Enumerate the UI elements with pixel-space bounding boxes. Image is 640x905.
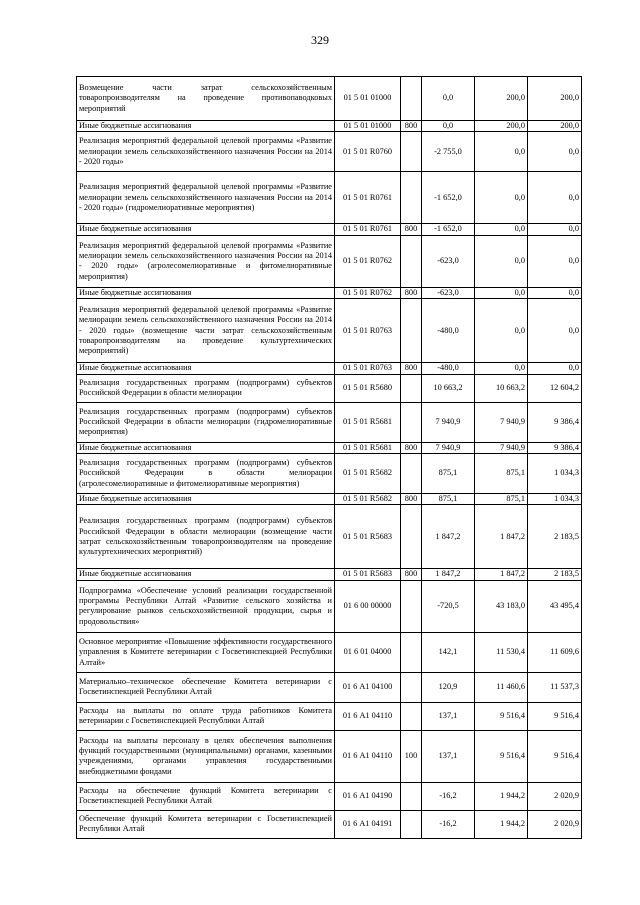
row-name: Иные бюджетные ассигнования <box>77 569 335 580</box>
row-vr <box>401 580 422 632</box>
row-code: 01 6 01 04000 <box>335 632 401 672</box>
row-value-2: 0,0 <box>475 363 528 374</box>
row-value-1: 120,9 <box>422 672 475 702</box>
row-vr <box>401 402 422 442</box>
row-name: Иные бюджетные ассигнования <box>77 363 335 374</box>
row-value-3: 0,0 <box>528 132 582 172</box>
row-value-1: -16,2 <box>422 782 475 810</box>
row-value-3: 1 034,3 <box>528 494 582 505</box>
row-value-3: 11 537,3 <box>528 672 582 702</box>
row-code: 01 5 01 R0762 <box>335 235 401 287</box>
row-code: 01 5 01 R5681 <box>335 442 401 453</box>
row-value-1: -1 652,0 <box>422 224 475 235</box>
table-row <box>77 505 582 569</box>
table-row <box>77 287 582 298</box>
row-name: Иные бюджетные ассигнования <box>77 494 335 505</box>
row-value-2: 0,0 <box>475 172 528 224</box>
row-value-2: 7 940,9 <box>475 442 528 453</box>
table-row <box>77 730 582 782</box>
row-code: 01 5 01 R0761 <box>335 224 401 235</box>
row-vr: 800 <box>401 363 422 374</box>
row-value-2: 200,0 <box>475 77 528 121</box>
row-value-3: 2 183,5 <box>528 569 582 580</box>
row-value-1: -480,0 <box>422 299 475 363</box>
row-vr <box>401 702 422 730</box>
row-vr <box>401 299 422 363</box>
row-code: 01 5 01 R5682 <box>335 494 401 505</box>
row-value-2: 9 516,4 <box>475 702 528 730</box>
row-name: Расходы на обеспечение функций Комитета ветеринарии с Госветинспекцией Республики Алтай <box>77 782 335 810</box>
row-name: Реализация мероприятий федеральной целевой программы «Развитие мелиорации земель сельскохозяйственного назначения России на 2014 - 2020 годы» (гидромелиоративные мероприятия) <box>77 172 335 224</box>
row-vr: 800 <box>401 569 422 580</box>
row-value-1: -480,0 <box>422 363 475 374</box>
row-code: 01 6 А1 04110 <box>335 730 401 782</box>
row-value-2: 200,0 <box>475 121 528 132</box>
row-code: 01 6 А1 04100 <box>335 672 401 702</box>
row-value-3: 0,0 <box>528 235 582 287</box>
row-value-2: 1 847,2 <box>475 569 528 580</box>
table-row <box>77 494 582 505</box>
row-value-3: 2 020,9 <box>528 810 582 838</box>
row-name: Реализация мероприятий федеральной целевой программы «Развитие мелиорации земель сельскохозяйственного назначения России на 2014 - 2020 годы» (возмещение части затрат сельскохозяйственным товаропроизводителям на проведение культуртехнических мероприятий) <box>77 299 335 363</box>
table-row <box>77 77 582 121</box>
row-vr <box>401 782 422 810</box>
row-name: Материально–техническое обеспечение Комитета ветеринарии с Госветинспекцией Республики Алтай <box>77 672 335 702</box>
row-name: Иные бюджетные ассигнования <box>77 287 335 298</box>
row-name: Реализация мероприятий федеральной целевой программы «Развитие мелиорации земель сельскохозяйственного назначения России на 2014 - 2020 годы» (агролесомелиоративные и фитомелиоративные мероприятия) <box>77 235 335 287</box>
row-value-2: 1 847,2 <box>475 505 528 569</box>
row-vr <box>401 505 422 569</box>
row-name: Обеспечение функций Комитета ветеринарии с Госветинспекцией Республики Алтай <box>77 810 335 838</box>
row-vr <box>401 132 422 172</box>
row-value-3: 0,0 <box>528 172 582 224</box>
table-row <box>77 132 582 172</box>
row-value-1: -623,0 <box>422 235 475 287</box>
row-value-1: 7 940,9 <box>422 402 475 442</box>
row-value-3: 9 386,4 <box>528 402 582 442</box>
table-row <box>77 172 582 224</box>
row-code: 01 5 01 R5683 <box>335 505 401 569</box>
row-value-2: 875,1 <box>475 454 528 494</box>
row-vr: 100 <box>401 730 422 782</box>
row-value-1: 875,1 <box>422 454 475 494</box>
row-value-2: 10 663,2 <box>475 374 528 402</box>
row-vr <box>401 235 422 287</box>
table-row <box>77 580 582 632</box>
row-code: 01 6 А1 04190 <box>335 782 401 810</box>
table-row <box>77 810 582 838</box>
row-vr <box>401 172 422 224</box>
row-value-3: 2 020,9 <box>528 782 582 810</box>
row-name: Иные бюджетные ассигнования <box>77 442 335 453</box>
row-value-1: 7 940,9 <box>422 442 475 453</box>
row-value-1: 875,1 <box>422 494 475 505</box>
row-value-3: 11 609,6 <box>528 632 582 672</box>
row-value-2: 875,1 <box>475 494 528 505</box>
row-value-3: 0,0 <box>528 287 582 298</box>
row-value-2: 0,0 <box>475 235 528 287</box>
row-code: 01 5 01 R0761 <box>335 172 401 224</box>
row-value-1: 1 847,2 <box>422 569 475 580</box>
row-code: 01 5 01 R5683 <box>335 569 401 580</box>
row-value-3: 9 516,4 <box>528 702 582 730</box>
row-value-1: -623,0 <box>422 287 475 298</box>
row-value-1: -2 755,0 <box>422 132 475 172</box>
table-row <box>77 299 582 363</box>
row-name: Возмещение части затрат сельскохозяйственным товаропроизводителям на проведение противопаводковых мероприятий <box>77 77 335 121</box>
row-value-1: -1 652,0 <box>422 172 475 224</box>
row-name: Реализация государственных программ (подпрограмм) субъектов Российской Федерации в области мелиорации <box>77 374 335 402</box>
row-value-1: 137,1 <box>422 730 475 782</box>
row-code: 01 5 01 01000 <box>335 77 401 121</box>
table-row <box>77 363 582 374</box>
row-value-3: 43 495,4 <box>528 580 582 632</box>
row-value-2: 0,0 <box>475 299 528 363</box>
row-code: 01 5 01 R0763 <box>335 299 401 363</box>
table-row <box>77 235 582 287</box>
row-value-3: 1 034,3 <box>528 454 582 494</box>
row-name: Иные бюджетные ассигнования <box>77 224 335 235</box>
row-value-1: 0,0 <box>422 77 475 121</box>
row-value-1: 1 847,2 <box>422 505 475 569</box>
table-row <box>77 454 582 494</box>
row-value-3: 2 183,5 <box>528 505 582 569</box>
table-row <box>77 632 582 672</box>
row-value-3: 9 516,4 <box>528 730 582 782</box>
row-value-3: 12 604,2 <box>528 374 582 402</box>
row-code: 01 5 01 R5680 <box>335 374 401 402</box>
row-vr <box>401 454 422 494</box>
row-value-3: 0,0 <box>528 224 582 235</box>
row-vr <box>401 810 422 838</box>
row-name: Реализация государственных программ (подпрограмм) субъектов Российской Федерации в области мелиорации (возмещение части затрат сельскохозяйственным товаропроизводителям на проведение культуртехнических мероприятий) <box>77 505 335 569</box>
row-code: 01 5 01 R0760 <box>335 132 401 172</box>
row-value-1: -16,2 <box>422 810 475 838</box>
row-code: 01 5 01 R0763 <box>335 363 401 374</box>
row-vr: 800 <box>401 494 422 505</box>
row-value-1: -720,5 <box>422 580 475 632</box>
row-name: Реализация государственных программ (подпрограмм) субъектов Российской Федерации в области мелиорации (гидромелиоративные мероприятия) <box>77 402 335 442</box>
row-value-1: 137,1 <box>422 702 475 730</box>
row-value-1: 142,1 <box>422 632 475 672</box>
table-row <box>77 782 582 810</box>
row-name: Расходы на выплаты персоналу в целях обеспечения выполнения функций государственными (муниципальными) органами, казенными учреждениями, органами управления государственными внебюджетными фондами <box>77 730 335 782</box>
row-value-2: 43 183,0 <box>475 580 528 632</box>
row-code: 01 6 А1 04110 <box>335 702 401 730</box>
row-value-2: 9 516,4 <box>475 730 528 782</box>
table-row <box>77 569 582 580</box>
row-name: Подпрограмма «Обеспечение условий реализации государственной программы Республики Алтай «Развитие сельского хозяйства и регулирование рынков сельскохозяйственной продукции, сырья и продовольствия» <box>77 580 335 632</box>
row-code: 01 5 01 01000 <box>335 121 401 132</box>
table-row <box>77 374 582 402</box>
table-row <box>77 702 582 730</box>
table-row <box>77 224 582 235</box>
row-vr: 800 <box>401 287 422 298</box>
row-name: Основное мероприятие «Повышение эффективности государственного управления в Комитете ветеринарии с Госветинспекцией Республики Алтай» <box>77 632 335 672</box>
page-number: 329 <box>311 33 329 47</box>
row-value-2: 0,0 <box>475 287 528 298</box>
row-vr <box>401 632 422 672</box>
table-row <box>77 402 582 442</box>
row-code: 01 5 01 R0762 <box>335 287 401 298</box>
row-value-2: 1 944,2 <box>475 782 528 810</box>
row-code: 01 5 01 R5682 <box>335 454 401 494</box>
row-value-3: 0,0 <box>528 363 582 374</box>
row-vr <box>401 77 422 121</box>
row-value-3: 200,0 <box>528 77 582 121</box>
row-value-2: 11 530,4 <box>475 632 528 672</box>
table-row <box>77 442 582 453</box>
table-row <box>77 672 582 702</box>
row-value-2: 0,0 <box>475 224 528 235</box>
row-name: Иные бюджетные ассигнования <box>77 121 335 132</box>
row-value-2: 7 940,9 <box>475 402 528 442</box>
row-value-2: 11 460,6 <box>475 672 528 702</box>
row-code: 01 5 01 R5681 <box>335 402 401 442</box>
table-row <box>77 121 582 132</box>
budget-table <box>76 76 582 839</box>
row-vr: 800 <box>401 121 422 132</box>
row-value-3: 0,0 <box>528 299 582 363</box>
row-code: 01 6 А1 04191 <box>335 810 401 838</box>
row-name: Реализация мероприятий федеральной целевой программы «Развитие мелиорации земель сельскохозяйственного назначения России на 2014 - 2020 годы» <box>77 132 335 172</box>
row-code: 01 6 00 00000 <box>335 580 401 632</box>
row-value-1: 10 663,2 <box>422 374 475 402</box>
row-value-1: 0,0 <box>422 121 475 132</box>
row-value-2: 0,0 <box>475 132 528 172</box>
row-vr <box>401 672 422 702</box>
row-value-2: 1 944,2 <box>475 810 528 838</box>
row-value-3: 9 386,4 <box>528 442 582 453</box>
row-value-3: 200,0 <box>528 121 582 132</box>
row-vr: 800 <box>401 224 422 235</box>
row-name: Реализация государственных программ (подпрограмм) субъектов Российской Федерации в области мелиорации (агролесомелиоративные и фитомелиоративные мероприятия) <box>77 454 335 494</box>
row-name: Расходы на выплаты по оплате труда работников Комитета ветеринарии с Госветинспекцией Республики Алтай <box>77 702 335 730</box>
row-vr <box>401 374 422 402</box>
row-vr: 800 <box>401 442 422 453</box>
